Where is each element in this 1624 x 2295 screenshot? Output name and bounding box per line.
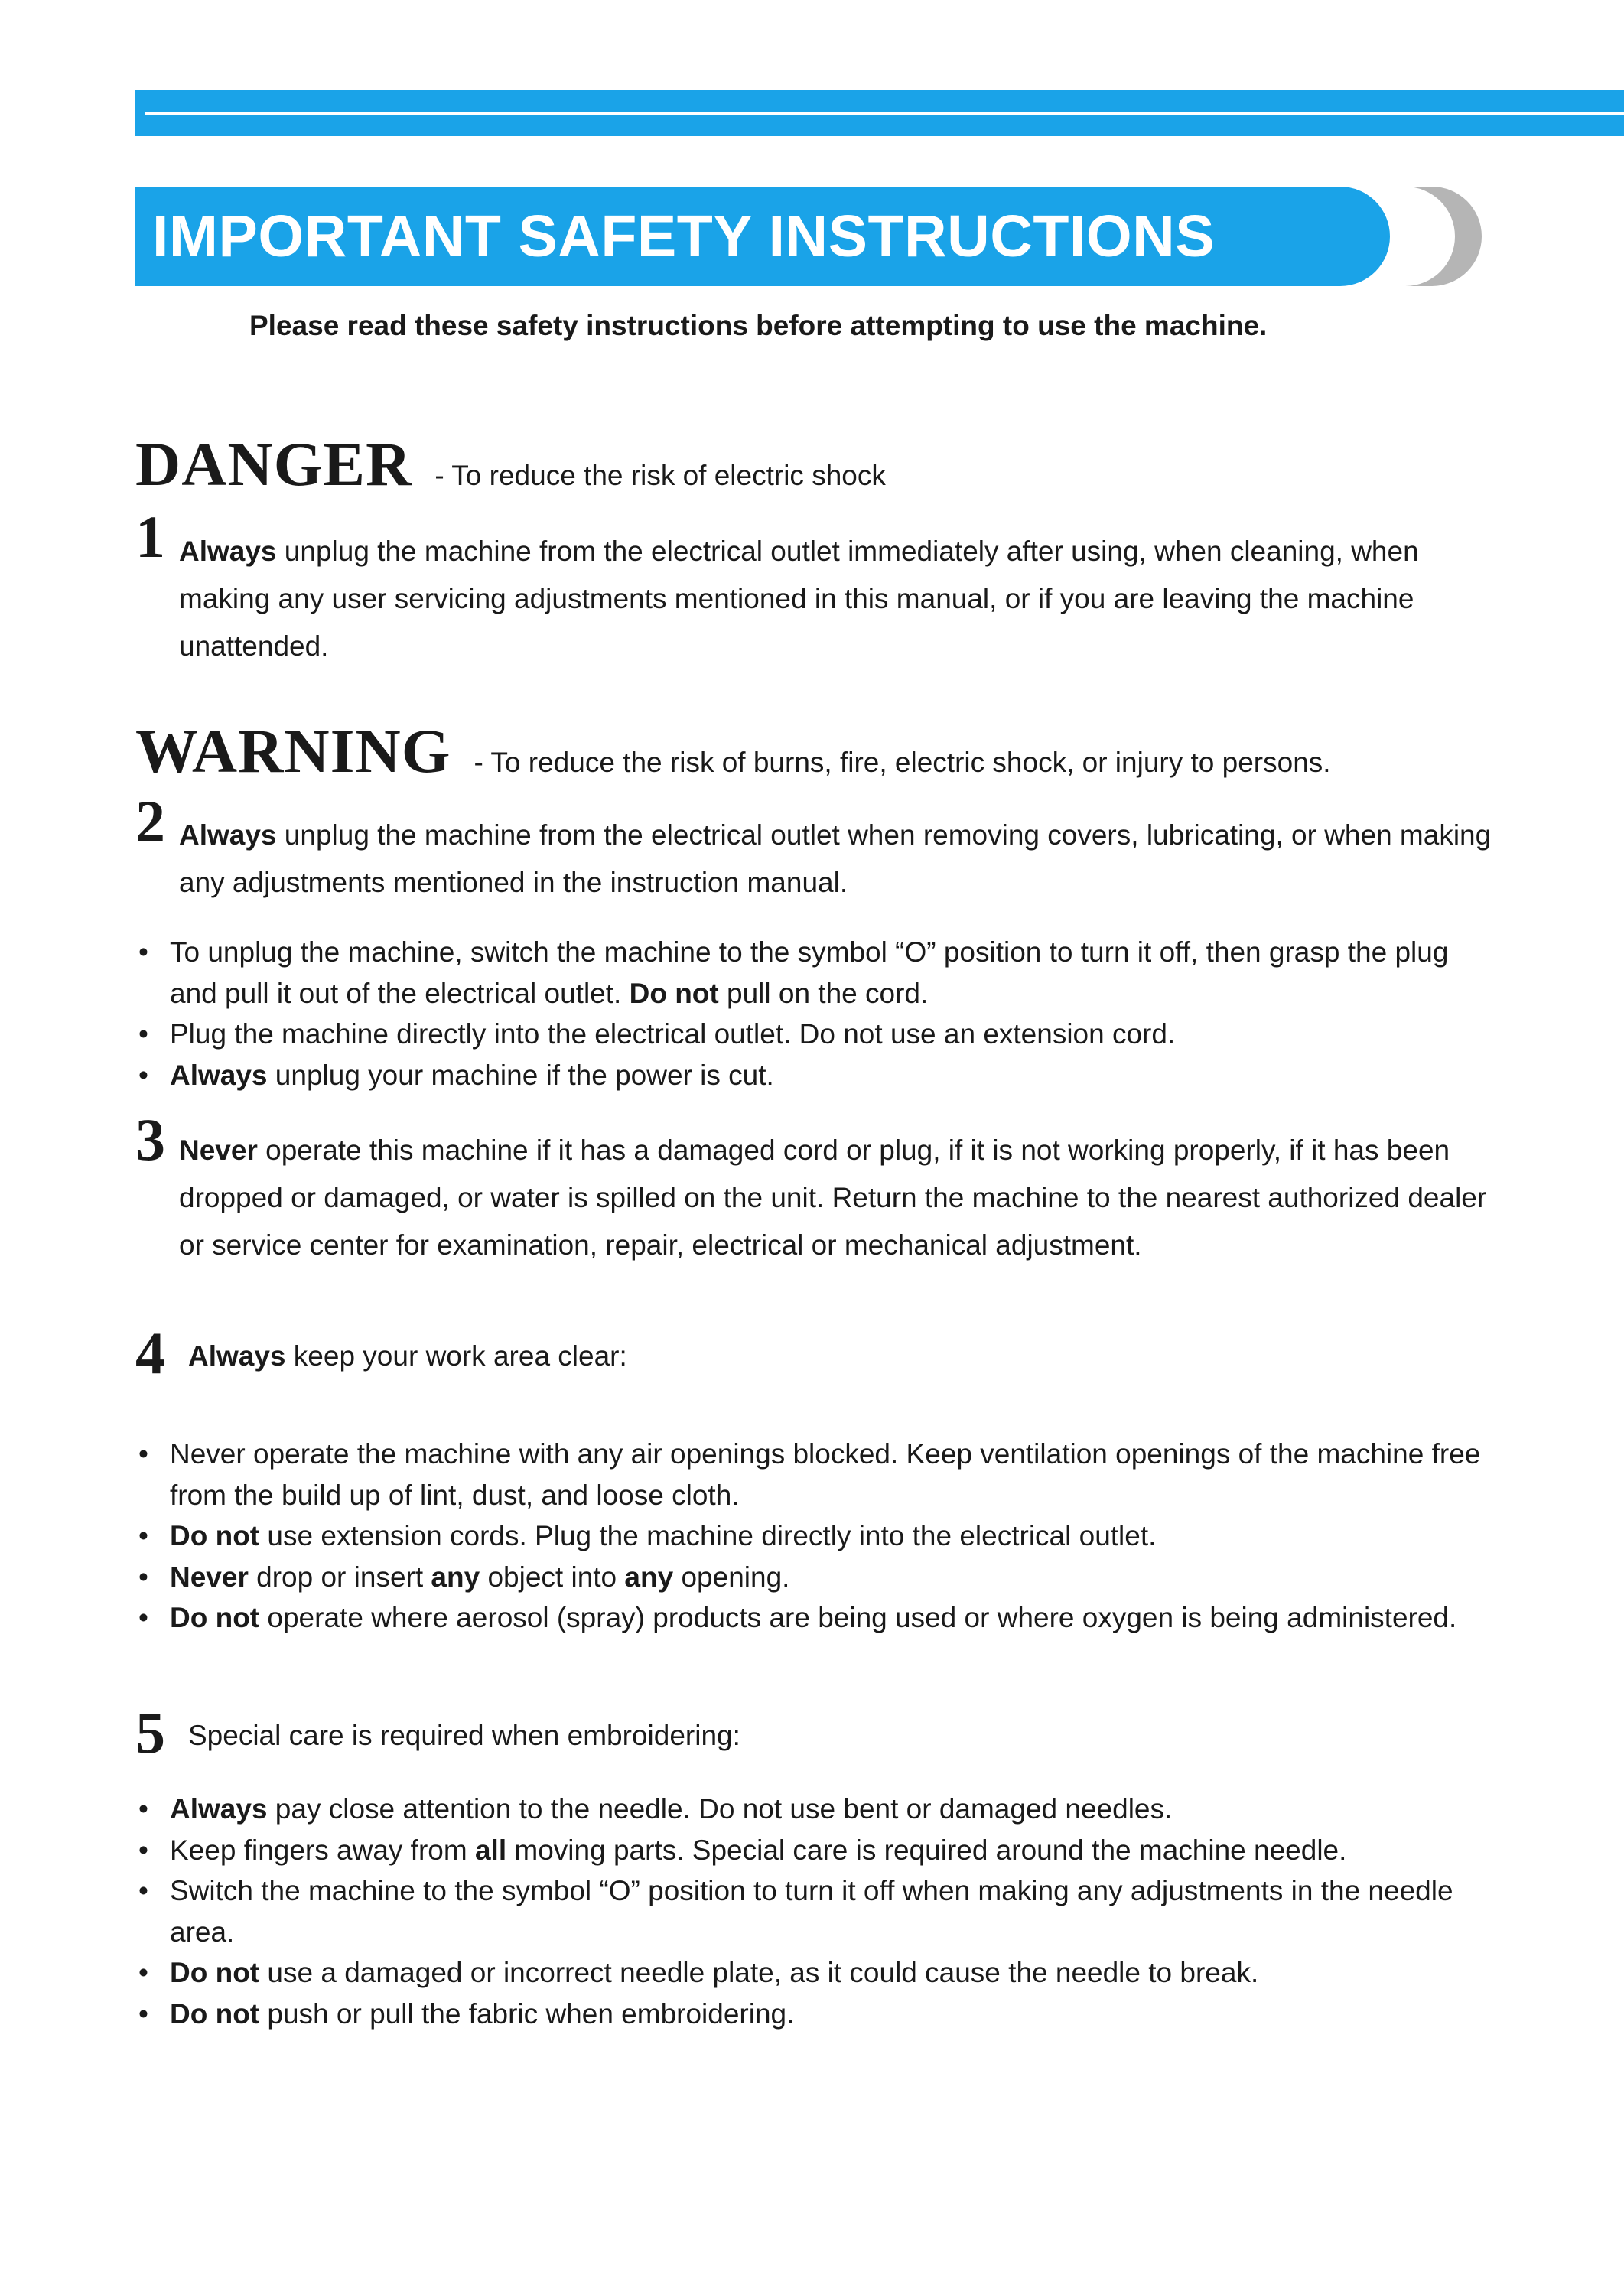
danger-label: DANGER — [135, 429, 412, 499]
bullet-glyph: • — [138, 1059, 148, 1091]
item-2-bullet-list — [0, 932, 1493, 1095]
bullet-text: Switch the machine to the symbol “O” position to turn it off when making any adjustments in the needle area. — [170, 1875, 1453, 1948]
title-banner — [135, 187, 1482, 286]
warning-header — [135, 715, 1331, 787]
bullet-text: push or pull the fabric when embroidering. — [259, 1997, 795, 2030]
bullet-glyph: • — [138, 1520, 148, 1551]
item-number-2: 2 — [135, 788, 165, 855]
bullet-bold: Always — [170, 1059, 268, 1091]
list-item — [0, 1789, 1493, 1830]
bullet-text: use extension cords. Plug the machine directly into the electrical outlet. — [259, 1520, 1157, 1551]
top-rule-line — [145, 112, 1624, 115]
bullet-bold: Do not — [170, 1957, 260, 1988]
bullet-glyph: • — [138, 1561, 148, 1593]
list-item — [0, 1870, 1493, 1952]
bullet-glyph: • — [138, 1875, 148, 1906]
bullet-bold: Do not — [170, 1997, 260, 2030]
bullet-bold: Never — [170, 1561, 249, 1593]
banner-blue — [135, 187, 1390, 286]
bullet-glyph: • — [138, 1602, 148, 1633]
item-3-text — [179, 1127, 1495, 1269]
list-item — [0, 1434, 1493, 1515]
bullet-text: pull on the cord. — [718, 977, 929, 1009]
item-1-bold: Always — [179, 536, 277, 567]
list-item — [0, 1994, 1493, 2035]
item-2-body: unplug the machine from the electrical outlet when removing covers, lubricating, or when making any adjustments mentioned in the instruction manual. — [179, 819, 1492, 898]
bullet-text: object into — [480, 1561, 625, 1593]
bullet-bold: Do not — [170, 1520, 260, 1551]
danger-subtitle: - To reduce the risk of electric shock — [434, 460, 886, 491]
item-2-text — [179, 812, 1495, 907]
bullet-text: opening. — [673, 1561, 790, 1593]
bullet-text: Never operate the machine with any air openings blocked. Keep ventilation openings of the machine free from the build up of lint, dust, and loose cloth. — [170, 1438, 1481, 1511]
bullet-text: pay close attention to the needle. Do not use bent or damaged needles. — [267, 1793, 1173, 1825]
bullet-glyph: • — [138, 1834, 148, 1866]
bullet-bold: Always — [170, 1793, 268, 1825]
top-rule-bar — [135, 90, 1624, 136]
list-item — [0, 1830, 1493, 1871]
bullet-text: moving parts. Special care is required around the machine needle. — [506, 1834, 1347, 1866]
bullet-text: Keep fingers away from — [170, 1834, 475, 1866]
bullet-glyph: • — [138, 1438, 148, 1470]
warning-label: WARNING — [135, 716, 451, 786]
item-2-bold: Always — [179, 819, 277, 851]
item-number-5: 5 — [135, 1699, 165, 1766]
bullet-text: unplug your machine if the power is cut. — [267, 1059, 774, 1091]
bullet-bold: any — [624, 1561, 674, 1593]
bullet-glyph: • — [138, 1018, 148, 1050]
item-5-bullet-list — [0, 1789, 1493, 2034]
list-item — [0, 1055, 1493, 1096]
list-item — [0, 1014, 1493, 1055]
list-item — [0, 1515, 1493, 1557]
item-4-body: keep your work area clear: — [285, 1340, 627, 1372]
bullet-text: Plug the machine directly into the electrical outlet. Do not use an extension cord. — [170, 1018, 1176, 1050]
bullet-text: operate where aerosol (spray) products are being used or where oxygen is being administered. — [259, 1602, 1457, 1633]
bullet-bold: Do not — [170, 1602, 260, 1633]
bullet-glyph: • — [138, 1997, 148, 2030]
item-1-body: unplug the machine from the electrical outlet immediately after using, when cleaning, when making any user servicing adjustments mentioned in this manual, or if you are leaving the machine unattended. — [179, 536, 1419, 662]
item-number-3: 3 — [135, 1106, 165, 1173]
item-5-text — [188, 1720, 1489, 1752]
item-number-4: 4 — [135, 1320, 165, 1386]
list-item — [0, 1597, 1493, 1639]
item-4-bold: Always — [188, 1340, 286, 1372]
item-4-bullet-list — [0, 1434, 1493, 1639]
item-4-text — [188, 1340, 1489, 1372]
bullet-text: use a damaged or incorrect needle plate, as it could cause the needle to break. — [259, 1957, 1259, 1988]
bullet-text: drop or insert — [248, 1561, 431, 1593]
bullet-glyph: • — [138, 1793, 148, 1825]
list-item — [0, 932, 1493, 1014]
warning-subtitle: - To reduce the risk of burns, fire, electric shock, or injury to persons. — [474, 747, 1331, 778]
intro-text: Please read these safety instructions before attempting to use the machine. — [249, 310, 1268, 341]
item-3-bold: Never — [179, 1134, 258, 1166]
item-3-body: operate this machine if it has a damaged cord or plug, if it is not working properly, if it has been dropped or damaged, or water is spilled on the unit. Return the machine to the nearest authorized dealer or service center for examination, repair, electrical or mechanical adjustment. — [179, 1134, 1487, 1261]
list-item — [0, 1952, 1493, 1994]
list-item — [0, 1557, 1493, 1598]
bullet-bold: all — [474, 1834, 507, 1866]
bullet-glyph: • — [138, 936, 148, 968]
bullet-glyph: • — [138, 1957, 148, 1988]
item-1-text — [179, 528, 1495, 670]
page-title: IMPORTANT SAFETY INSTRUCTIONS — [152, 203, 1216, 269]
item-5-body: Special care is required when embroidering: — [188, 1720, 740, 1751]
bullet-text: To unplug the machine, switch the machine to the symbol “O” position to turn it off, then grasp the plug and pull it out of the electrical outlet. — [170, 936, 1449, 1009]
bullet-bold: any — [431, 1561, 480, 1593]
danger-header — [135, 428, 886, 500]
bullet-bold: Do not — [629, 977, 719, 1009]
item-number-1: 1 — [135, 503, 165, 570]
